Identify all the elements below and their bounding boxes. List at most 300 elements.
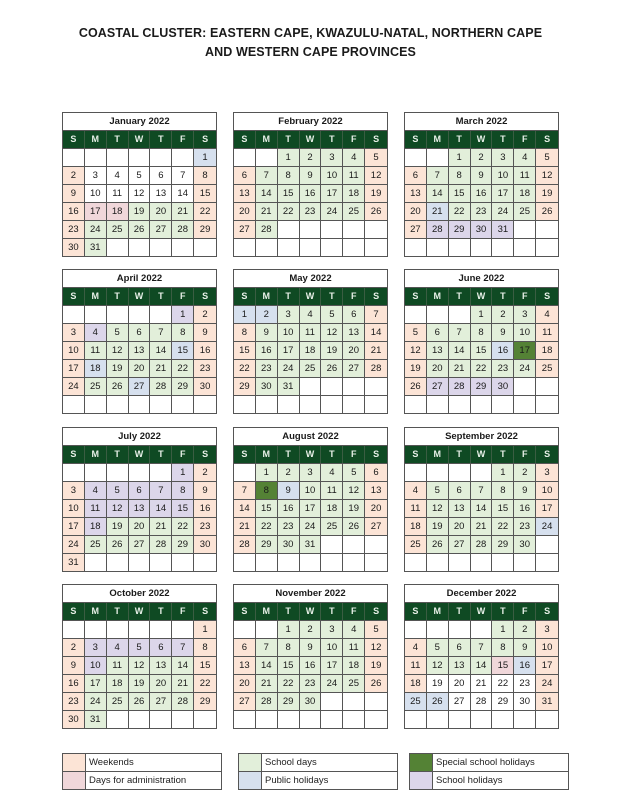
- weekday-label: M: [256, 131, 278, 148]
- day-cell: 14: [234, 499, 256, 517]
- weekday-label: S: [536, 603, 558, 620]
- month-title: June 2022: [405, 270, 558, 288]
- weekday-label: S: [405, 288, 427, 305]
- day-cell: 8: [256, 481, 278, 499]
- day-cell: 5: [343, 463, 365, 481]
- weekday-label: T: [492, 603, 514, 620]
- empty-cell: [85, 148, 107, 166]
- day-cell: 27: [234, 220, 256, 238]
- month-title: October 2022: [63, 585, 216, 603]
- day-cell: 9: [256, 323, 278, 341]
- day-cell: 3: [85, 638, 107, 656]
- day-cell: 19: [129, 674, 151, 692]
- day-cell: 28: [234, 535, 256, 553]
- day-cell: 3: [321, 620, 343, 638]
- day-cell: 3: [278, 305, 300, 323]
- day-cell: 26: [427, 535, 449, 553]
- day-cell: 2: [514, 463, 536, 481]
- day-cell: 3: [300, 463, 322, 481]
- empty-cell: [129, 553, 151, 571]
- day-cell: 5: [365, 148, 387, 166]
- weekday-label: W: [129, 288, 151, 305]
- day-cell: 6: [234, 638, 256, 656]
- empty-cell: [150, 710, 172, 728]
- legend-item-special-holidays: [410, 754, 568, 771]
- day-cell: 14: [449, 341, 471, 359]
- weekday-label: S: [234, 603, 256, 620]
- month-block: [233, 269, 388, 414]
- weekday-label: F: [514, 131, 536, 148]
- week-row: [405, 323, 558, 341]
- empty-cell: [321, 535, 343, 553]
- day-cell: 11: [85, 499, 107, 517]
- day-cell: 13: [427, 341, 449, 359]
- empty-cell: [514, 377, 536, 395]
- empty-cell: [85, 305, 107, 323]
- day-cell: 26: [343, 517, 365, 535]
- week-row: [234, 341, 387, 359]
- empty-cell: [107, 463, 129, 481]
- day-cell: 7: [256, 638, 278, 656]
- day-cell: 12: [365, 166, 387, 184]
- empty-cell: [536, 395, 558, 413]
- day-cell: 31: [63, 553, 85, 571]
- day-cell: 12: [427, 499, 449, 517]
- day-cell: 21: [365, 341, 387, 359]
- week-row: [405, 517, 558, 535]
- day-cell: 23: [194, 517, 216, 535]
- day-cell: 22: [256, 517, 278, 535]
- legend-item-public-holidays: [239, 771, 397, 789]
- day-cell: 7: [427, 166, 449, 184]
- empty-cell: [234, 395, 256, 413]
- weekday-label: M: [85, 131, 107, 148]
- day-cell: 24: [85, 220, 107, 238]
- empty-cell: [63, 305, 85, 323]
- day-cell: 17: [300, 499, 322, 517]
- day-cell: 10: [536, 638, 558, 656]
- weekday-label: W: [300, 288, 322, 305]
- day-cell: 7: [471, 481, 493, 499]
- day-cell: 13: [405, 184, 427, 202]
- empty-cell: [427, 395, 449, 413]
- empty-cell: [471, 553, 493, 571]
- weekday-label: T: [492, 288, 514, 305]
- day-cell: 9: [194, 481, 216, 499]
- weekday-label: F: [172, 603, 194, 620]
- empty-cell: [427, 553, 449, 571]
- empty-cell: [321, 692, 343, 710]
- day-cell: 30: [300, 692, 322, 710]
- weekday-label: T: [449, 603, 471, 620]
- empty-cell: [471, 395, 493, 413]
- week-row: [405, 674, 558, 692]
- day-cell: 21: [150, 359, 172, 377]
- month-block: [62, 427, 217, 572]
- weekday-label: S: [63, 446, 85, 463]
- empty-cell: [172, 710, 194, 728]
- day-cell: 28: [256, 692, 278, 710]
- day-cell: 16: [300, 656, 322, 674]
- week-row: [234, 692, 387, 710]
- day-cell: 23: [63, 692, 85, 710]
- day-cell: 23: [194, 359, 216, 377]
- empty-cell: [427, 148, 449, 166]
- empty-cell: [365, 238, 387, 256]
- day-cell: 29: [194, 220, 216, 238]
- day-cell: 11: [343, 638, 365, 656]
- day-cell: 11: [343, 166, 365, 184]
- weekday-label: T: [449, 131, 471, 148]
- week-row: [405, 220, 558, 238]
- day-cell: 29: [278, 692, 300, 710]
- empty-cell: [129, 148, 151, 166]
- week-row: [405, 238, 558, 256]
- weekday-label: T: [107, 131, 129, 148]
- weekday-header-row: [63, 288, 216, 305]
- weekday-label: T: [107, 603, 129, 620]
- day-cell: 6: [449, 481, 471, 499]
- weekday-label: S: [63, 603, 85, 620]
- empty-cell: [300, 553, 322, 571]
- day-cell: 15: [234, 341, 256, 359]
- day-cell: 9: [63, 184, 85, 202]
- day-cell: 4: [405, 481, 427, 499]
- day-cell: 22: [449, 202, 471, 220]
- week-row: [405, 481, 558, 499]
- day-cell: 25: [536, 359, 558, 377]
- day-cell: 14: [471, 656, 493, 674]
- day-cell: 25: [107, 692, 129, 710]
- day-cell: 28: [365, 359, 387, 377]
- day-cell: 26: [129, 220, 151, 238]
- empty-cell: [536, 535, 558, 553]
- day-cell: 1: [449, 148, 471, 166]
- week-row: [63, 535, 216, 553]
- day-cell: 29: [234, 377, 256, 395]
- month-block: [404, 427, 559, 572]
- day-cell: 6: [129, 481, 151, 499]
- weekday-label: S: [405, 603, 427, 620]
- day-cell: 20: [129, 359, 151, 377]
- empty-cell: [278, 220, 300, 238]
- empty-cell: [321, 553, 343, 571]
- day-cell: 30: [63, 710, 85, 728]
- day-cell: 2: [194, 463, 216, 481]
- day-cell: 12: [427, 656, 449, 674]
- day-cell: 2: [514, 620, 536, 638]
- day-cell: 6: [343, 305, 365, 323]
- week-row: [63, 148, 216, 166]
- day-cell: 23: [514, 517, 536, 535]
- day-cell: 19: [427, 517, 449, 535]
- day-cell: 16: [278, 499, 300, 517]
- day-cell: 30: [194, 377, 216, 395]
- day-cell: 22: [172, 517, 194, 535]
- empty-cell: [343, 553, 365, 571]
- day-cell: 27: [427, 377, 449, 395]
- day-cell: 23: [492, 359, 514, 377]
- day-cell: 25: [107, 220, 129, 238]
- empty-cell: [172, 553, 194, 571]
- day-cell: 2: [300, 148, 322, 166]
- day-cell: 13: [234, 184, 256, 202]
- day-cell: 18: [85, 359, 107, 377]
- legend-label: Days for administration: [89, 775, 187, 786]
- day-cell: 5: [129, 166, 151, 184]
- week-row: [63, 638, 216, 656]
- day-cell: 9: [471, 166, 493, 184]
- month-title: January 2022: [63, 113, 216, 131]
- day-cell: 24: [536, 517, 558, 535]
- weekday-label: F: [514, 603, 536, 620]
- day-cell: 15: [471, 341, 493, 359]
- weekday-label: F: [172, 288, 194, 305]
- day-cell: 17: [85, 674, 107, 692]
- day-cell: 12: [107, 499, 129, 517]
- day-cell: 19: [365, 184, 387, 202]
- day-cell: 4: [405, 638, 427, 656]
- month-title: August 2022: [234, 428, 387, 446]
- day-cell: 1: [194, 148, 216, 166]
- empty-cell: [449, 395, 471, 413]
- day-cell: 29: [449, 220, 471, 238]
- week-row: [63, 202, 216, 220]
- day-cell: 1: [492, 463, 514, 481]
- empty-cell: [256, 620, 278, 638]
- day-cell: 26: [365, 202, 387, 220]
- weekday-label: S: [536, 131, 558, 148]
- day-cell: 8: [194, 638, 216, 656]
- empty-cell: [150, 305, 172, 323]
- day-cell: 7: [172, 166, 194, 184]
- day-cell: 17: [514, 341, 536, 359]
- empty-cell: [85, 395, 107, 413]
- day-cell: 31: [85, 710, 107, 728]
- day-cell: 28: [471, 535, 493, 553]
- day-cell: 16: [63, 202, 85, 220]
- weekday-label: T: [278, 603, 300, 620]
- week-row: [405, 692, 558, 710]
- empty-cell: [365, 220, 387, 238]
- day-cell: 27: [343, 359, 365, 377]
- weekday-label: S: [405, 446, 427, 463]
- day-cell: 18: [300, 341, 322, 359]
- empty-cell: [536, 710, 558, 728]
- day-cell: 6: [129, 323, 151, 341]
- day-cell: 2: [256, 305, 278, 323]
- day-cell: 10: [85, 656, 107, 674]
- empty-cell: [427, 620, 449, 638]
- day-cell: 18: [405, 674, 427, 692]
- day-cell: 12: [321, 323, 343, 341]
- empty-cell: [492, 395, 514, 413]
- weekday-label: T: [278, 446, 300, 463]
- week-row: [234, 620, 387, 638]
- day-cell: 21: [234, 517, 256, 535]
- day-cell: 3: [536, 463, 558, 481]
- day-cell: 25: [343, 674, 365, 692]
- month-block: [233, 427, 388, 572]
- day-cell: 12: [129, 184, 151, 202]
- day-cell: 3: [492, 148, 514, 166]
- weekday-label: F: [514, 288, 536, 305]
- week-row: [63, 184, 216, 202]
- day-cell: 24: [63, 535, 85, 553]
- day-cell: 12: [536, 166, 558, 184]
- month-title: September 2022: [405, 428, 558, 446]
- day-cell: 29: [256, 535, 278, 553]
- day-cell: 18: [343, 184, 365, 202]
- empty-cell: [405, 620, 427, 638]
- weekday-label: M: [85, 288, 107, 305]
- day-cell: 26: [107, 377, 129, 395]
- day-cell: 9: [514, 481, 536, 499]
- week-row: [234, 166, 387, 184]
- weekday-label: S: [194, 288, 216, 305]
- day-cell: 13: [150, 656, 172, 674]
- special-holidays-swatch: [410, 754, 433, 771]
- empty-cell: [107, 620, 129, 638]
- legend-item-weekends: [63, 754, 221, 771]
- month-block: [404, 269, 559, 414]
- empty-cell: [405, 395, 427, 413]
- empty-cell: [234, 553, 256, 571]
- week-row: [63, 323, 216, 341]
- day-cell: 20: [150, 202, 172, 220]
- empty-cell: [85, 463, 107, 481]
- empty-cell: [536, 377, 558, 395]
- weekday-label: M: [427, 288, 449, 305]
- school-holidays-swatch: [410, 772, 433, 789]
- empty-cell: [471, 620, 493, 638]
- day-cell: 28: [427, 220, 449, 238]
- empty-cell: [514, 220, 536, 238]
- empty-cell: [427, 710, 449, 728]
- empty-cell: [514, 553, 536, 571]
- empty-cell: [343, 220, 365, 238]
- weekday-label: T: [321, 131, 343, 148]
- day-cell: 8: [278, 638, 300, 656]
- empty-cell: [321, 238, 343, 256]
- weekday-label: S: [194, 131, 216, 148]
- day-cell: 14: [365, 323, 387, 341]
- day-cell: 25: [405, 535, 427, 553]
- empty-cell: [234, 148, 256, 166]
- day-cell: 1: [492, 620, 514, 638]
- empty-cell: [536, 553, 558, 571]
- weekday-label: W: [471, 131, 493, 148]
- week-row: [63, 305, 216, 323]
- weekday-label: W: [129, 603, 151, 620]
- empty-cell: [194, 553, 216, 571]
- day-cell: 24: [85, 692, 107, 710]
- month-title: March 2022: [405, 113, 558, 131]
- empty-cell: [343, 377, 365, 395]
- day-cell: 21: [256, 674, 278, 692]
- empty-cell: [321, 220, 343, 238]
- day-cell: 4: [514, 148, 536, 166]
- empty-cell: [234, 238, 256, 256]
- day-cell: 5: [365, 620, 387, 638]
- legend-group-1: [62, 753, 222, 790]
- day-cell: 26: [321, 359, 343, 377]
- weekday-header-row: [234, 446, 387, 463]
- day-cell: 21: [172, 674, 194, 692]
- empty-cell: [150, 148, 172, 166]
- day-cell: 5: [129, 638, 151, 656]
- empty-cell: [150, 620, 172, 638]
- day-cell: 18: [405, 517, 427, 535]
- day-cell: 5: [107, 481, 129, 499]
- day-cell: 13: [365, 481, 387, 499]
- day-cell: 12: [365, 638, 387, 656]
- month-block: [404, 112, 559, 257]
- month-title: November 2022: [234, 585, 387, 603]
- day-cell: 20: [234, 202, 256, 220]
- week-row: [405, 656, 558, 674]
- day-cell: 27: [234, 692, 256, 710]
- day-cell: 19: [427, 674, 449, 692]
- weekday-label: M: [256, 446, 278, 463]
- day-cell: 17: [85, 202, 107, 220]
- day-cell: 2: [194, 305, 216, 323]
- day-cell: 24: [321, 202, 343, 220]
- week-row: [234, 674, 387, 692]
- day-cell: 19: [107, 517, 129, 535]
- weekday-header-row: [405, 288, 558, 305]
- day-cell: 29: [471, 377, 493, 395]
- day-cell: 8: [492, 481, 514, 499]
- day-cell: 29: [172, 377, 194, 395]
- day-cell: 13: [129, 499, 151, 517]
- empty-cell: [300, 238, 322, 256]
- day-cell: 25: [321, 517, 343, 535]
- weekday-label: S: [194, 446, 216, 463]
- weekday-label: T: [278, 131, 300, 148]
- week-row: [63, 710, 216, 728]
- empty-cell: [514, 395, 536, 413]
- empty-cell: [471, 238, 493, 256]
- empty-cell: [449, 710, 471, 728]
- week-row: [63, 359, 216, 377]
- weekday-label: M: [427, 131, 449, 148]
- legend-label: Special school holidays: [436, 757, 535, 768]
- weekday-header-row: [234, 603, 387, 620]
- empty-cell: [63, 463, 85, 481]
- day-cell: 10: [85, 184, 107, 202]
- weekday-header-row: [405, 603, 558, 620]
- day-cell: 4: [343, 620, 365, 638]
- week-row: [234, 202, 387, 220]
- day-cell: 20: [427, 359, 449, 377]
- week-row: [234, 481, 387, 499]
- empty-cell: [194, 710, 216, 728]
- weekday-label: M: [427, 603, 449, 620]
- empty-cell: [514, 710, 536, 728]
- day-cell: 30: [63, 238, 85, 256]
- day-cell: 11: [405, 656, 427, 674]
- week-row: [405, 166, 558, 184]
- weekday-header-row: [234, 288, 387, 305]
- day-cell: 12: [343, 481, 365, 499]
- page-title: [0, 24, 621, 62]
- day-cell: 30: [194, 535, 216, 553]
- day-cell: 4: [321, 463, 343, 481]
- day-cell: 21: [150, 517, 172, 535]
- day-cell: 24: [492, 202, 514, 220]
- day-cell: 11: [321, 481, 343, 499]
